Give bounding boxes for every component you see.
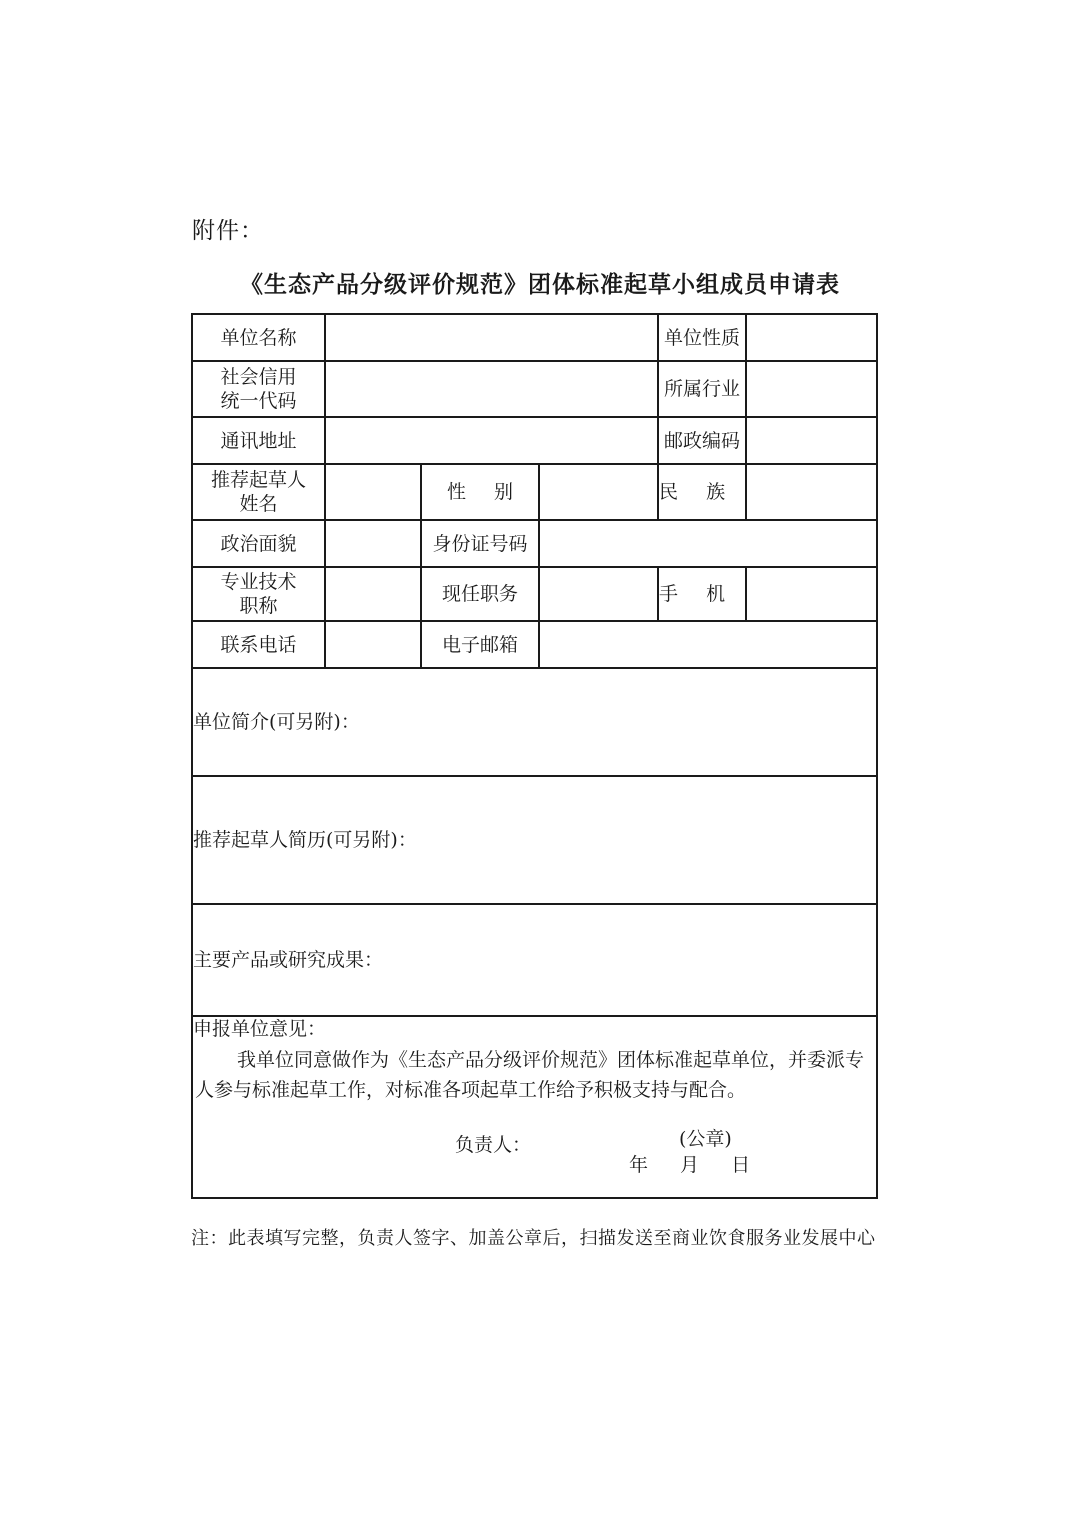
row-drafter-name	[192, 464, 877, 520]
row-address	[192, 417, 877, 464]
postal-code-label: 邮政编码	[658, 417, 746, 464]
email-label: 电子邮箱	[421, 621, 539, 668]
attachment-label: 附件：	[192, 218, 264, 244]
professional-title-field[interactable]	[325, 567, 421, 621]
current-position-field[interactable]	[539, 567, 658, 621]
row-professional-title	[192, 567, 877, 621]
credit-code-label-line1: 社会信用	[220, 366, 297, 388]
gender-field[interactable]	[539, 464, 658, 520]
form-title: 《生态产品分级评价规范》团体标准起草小组成员申请表	[240, 271, 840, 298]
drafter-resume-label: 推荐起草人简历(可另附)：	[193, 829, 417, 851]
professional-title-label-line2: 职称	[239, 595, 278, 617]
id-number-field[interactable]	[539, 520, 877, 567]
main-products-label: 主要产品或研究成果：	[193, 949, 384, 971]
opinion-text: 我单位同意做作为《生态产品分级评价规范》团体标准起草单位，并委派专人参与标准起草工作，对标准各项起草工作给予积极支持与配合。	[195, 1049, 865, 1101]
drafter-name-label	[192, 464, 325, 520]
unit-name-label: 单位名称	[192, 314, 325, 361]
phone-field[interactable]	[325, 621, 421, 668]
professional-title-label-line1: 专业技术	[220, 571, 297, 593]
footer-note: 注：此表填写完整，负责人签字、加盖公章后，扫描发送至商业饮食服务业发展中心	[191, 1228, 876, 1249]
ethnicity-label: 民 族	[658, 464, 746, 520]
address-label: 通讯地址	[192, 417, 325, 464]
row-main-products	[192, 904, 877, 1016]
professional-title-label	[192, 567, 325, 621]
drafter-resume-field[interactable]	[192, 776, 877, 904]
id-number-label: 身份证号码	[421, 520, 539, 567]
drafter-name-label-line2: 姓名	[239, 493, 278, 515]
drafter-name-field[interactable]	[325, 464, 421, 520]
mobile-field[interactable]	[746, 567, 877, 621]
row-unit-intro	[192, 668, 877, 776]
credit-code-field[interactable]	[325, 361, 658, 417]
unit-intro-field[interactable]	[192, 668, 877, 776]
application-form-table	[191, 313, 878, 1199]
row-phone-email	[192, 621, 877, 668]
political-status-label: 政治面貌	[192, 520, 325, 567]
email-field[interactable]	[539, 621, 877, 668]
credit-code-label	[192, 361, 325, 417]
ethnicity-field[interactable]	[746, 464, 877, 520]
current-position-label: 现任职务	[421, 567, 539, 621]
industry-field[interactable]	[746, 361, 877, 417]
date-label: 年 月 日	[629, 1154, 751, 1176]
unit-nature-field[interactable]	[746, 314, 877, 361]
signature-area	[193, 1127, 876, 1197]
row-drafter-resume	[192, 776, 877, 904]
unit-nature-label: 单位性质	[658, 314, 746, 361]
row-unit-opinion	[192, 1016, 877, 1198]
address-field[interactable]	[325, 417, 658, 464]
row-unit-name	[192, 314, 877, 361]
drafter-name-label-line1: 推荐起草人	[210, 469, 306, 491]
industry-label: 所属行业	[658, 361, 746, 417]
unit-name-field[interactable]	[325, 314, 658, 361]
gender-label: 性 别	[421, 464, 539, 520]
row-political-status	[192, 520, 877, 567]
credit-code-label-line2: 统一代码	[220, 390, 297, 412]
mobile-label: 手 机	[658, 567, 746, 621]
unit-opinion-field[interactable]	[192, 1016, 877, 1198]
unit-intro-label: 单位简介(可另附)：	[193, 711, 360, 733]
row-credit-code	[192, 361, 877, 417]
postal-code-field[interactable]	[746, 417, 877, 464]
responsible-person-label: 负责人：	[455, 1134, 532, 1156]
official-seal-label: (公章)	[679, 1128, 732, 1150]
opinion-label: 申报单位意见：	[193, 1018, 327, 1040]
political-status-field[interactable]	[325, 520, 421, 567]
phone-label: 联系电话	[192, 621, 325, 668]
main-products-field[interactable]	[192, 904, 877, 1016]
